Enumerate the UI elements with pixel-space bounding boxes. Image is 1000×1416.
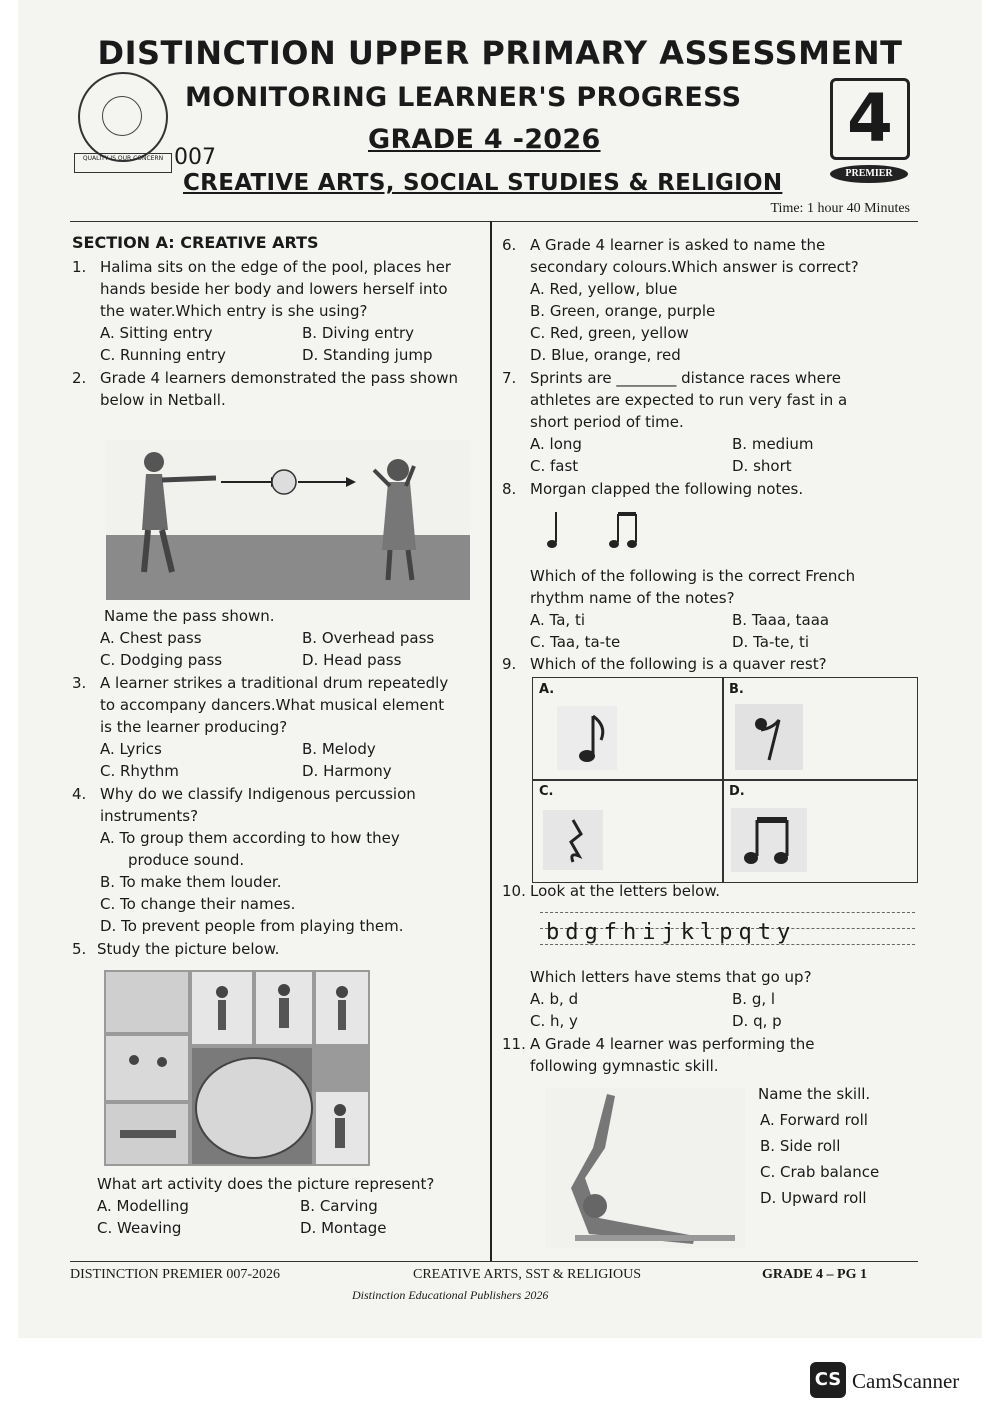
beamed-quavers-icon [731,808,807,872]
q3-option-c[interactable]: C. Rhythm [100,762,179,780]
q6-number: 6. [502,236,517,254]
q10-option-c[interactable]: C. h, y [530,1012,578,1030]
logo-ribbon: QUALITY IS OUR CONCERN [74,153,172,173]
q5-option-b[interactable]: B. Carving [300,1197,378,1215]
q9-cell-c[interactable] [532,779,724,883]
q6-text-line: secondary colours.Which answer is correct? [530,258,859,276]
netball-pass-image [106,440,470,600]
logo-emblem [102,96,142,136]
q7-text-line: short period of time. [530,413,684,431]
q4-option-c[interactable]: C. To change their names. [100,895,296,913]
q9-cell-d[interactable] [722,779,918,883]
time-allowed: Time: 1 hour 40 Minutes [770,201,910,216]
q9-cell-b[interactable] [722,677,918,781]
q2-option-d[interactable]: D. Head pass [302,651,402,669]
q9-cell-a[interactable] [532,677,724,781]
q3-option-a[interactable]: A. Lyrics [100,740,162,758]
quaver-rest-icon [735,704,803,770]
q8-option-c[interactable]: C. Taa, ta-te [530,633,621,651]
q1-text-line: hands beside her body and lowers herself into [100,280,448,298]
letters-row: bdgfhijklpqty [546,920,797,945]
grade-badge: 4 [830,78,910,160]
paper-code: 007 [174,145,216,170]
q7-option-c[interactable]: C. fast [530,457,579,475]
eighth-note-icon [557,706,617,770]
q1-text-line: the water.Which entry is she using? [100,302,368,320]
q2-option-a[interactable]: A. Chest pass [100,629,202,647]
q8-option-d[interactable]: D. Ta-te, ti [732,633,810,651]
q8-text: Morgan clapped the following notes. [530,480,804,498]
q10-prompt: Which letters have stems that go up? [530,968,812,986]
q2-option-c[interactable]: C. Dodging pass [100,651,223,669]
q9-text: Which of the following is a quaver rest? [530,655,827,673]
q6-option-a[interactable]: A. Red, yellow, blue [530,280,678,298]
q5-option-d[interactable]: D. Montage [300,1219,387,1237]
column-divider [490,221,492,1261]
q1-option-d[interactable]: D. Standing jump [302,346,433,364]
q5-option-a[interactable]: A. Modelling [97,1197,189,1215]
q5-prompt: What art activity does the picture represent? [97,1175,435,1193]
q2-number: 2. [72,369,87,387]
publisher-line: Distinction Educational Publishers 2026 [352,1288,549,1302]
q4-option-d[interactable]: D. To prevent people from playing them. [100,917,404,935]
q9-cell-label: C. [539,784,554,799]
q1-number: 1. [72,258,87,276]
q1-option-a[interactable]: A. Sitting entry [100,324,213,342]
q8-prompt-line: rhythm name of the notes? [530,589,735,607]
q6-option-c[interactable]: C. Red, green, yellow [530,324,689,342]
footer-center: CREATIVE ARTS, SST & RELIGIOUS [413,1267,641,1282]
q8-prompt-line: Which of the following is the correct French [530,567,856,585]
q8-number: 8. [502,480,517,498]
q4-text-line: Why do we classify Indigenous percussion [100,785,416,803]
q11-number: 11. [502,1035,526,1053]
q5-text: Study the picture below. [97,940,280,958]
q7-text-line: athletes are expected to run very fast in a [530,391,848,409]
q10-number: 10. [502,882,526,900]
q11-text-line: A Grade 4 learner was performing the [530,1035,815,1053]
q10-text: Look at the letters below. [530,882,721,900]
q9-cell-label: D. [729,784,745,799]
gymnastics-image [545,1088,745,1248]
q11-option-b[interactable]: B. Side roll [760,1137,841,1155]
q1-option-b[interactable]: B. Diving entry [302,324,415,342]
assessment-title: DISTINCTION UPPER PRIMARY ASSESSMENT [97,34,903,72]
footer-left: DISTINCTION PREMIER 007-2026 [70,1267,280,1282]
q8-option-a[interactable]: A. Ta, ti [530,611,585,629]
grade-year: GRADE 4 -2026 [368,124,601,155]
q7-option-b[interactable]: B. medium [732,435,814,453]
q4-number: 4. [72,785,87,803]
q4-option-b[interactable]: B. To make them louder. [100,873,282,891]
q2-text-line: Grade 4 learners demonstrated the pass shown [100,369,459,387]
q6-option-d[interactable]: D. Blue, orange, red [530,346,681,364]
q5-number: 5. [72,940,87,958]
q3-text-line: A learner strikes a traditional drum repeatedly [100,674,449,692]
q4-option-a-cont[interactable]: produce sound. [128,851,245,869]
q3-option-d[interactable]: D. Harmony [302,762,392,780]
subject-title: CREATIVE ARTS, SOCIAL STUDIES & RELIGION [183,170,783,196]
q3-text-line: is the learner producing? [100,718,288,736]
q7-number: 7. [502,369,517,387]
camscanner-label: CamScanner [852,1369,960,1393]
q8-option-b[interactable]: B. Taaa, taaa [732,611,830,629]
q3-option-b[interactable]: B. Melody [302,740,376,758]
q2-text-line: below in Netball. [100,391,226,409]
q11-option-c[interactable]: C. Crab balance [760,1163,880,1181]
q3-number: 3. [72,674,87,692]
q1-text-line: Halima sits on the edge of the pool, places her [100,258,451,276]
q11-option-a[interactable]: A. Forward roll [760,1111,868,1129]
q2-prompt: Name the pass shown. [104,607,275,625]
q11-text-line: following gymnastic skill. [530,1057,719,1075]
q7-text-line: Sprints are ________ distance races where [530,369,841,387]
q3-text-line: to accompany dancers.What musical element [100,696,445,714]
footer-right: GRADE 4 – PG 1 [762,1267,867,1282]
q1-option-c[interactable]: C. Running entry [100,346,226,364]
rhythm-notes-image [540,508,650,554]
q10-option-d[interactable]: D. q, p [732,1012,782,1030]
q5-option-c[interactable]: C. Weaving [97,1219,182,1237]
q2-option-b[interactable]: B. Overhead pass [302,629,435,647]
header-divider [70,221,918,222]
q7-option-d[interactable]: D. short [732,457,792,475]
collage-image [104,970,370,1166]
q4-text-line: instruments? [100,807,199,825]
q11-prompt: Name the skill. [758,1085,871,1103]
q10-option-b[interactable]: B. g, l [732,990,776,1008]
footer-divider [70,1261,918,1262]
section-heading: SECTION A: CREATIVE ARTS [72,233,319,252]
handwriting-line [540,912,915,913]
q6-text-line: A Grade 4 learner is asked to name the [530,236,826,254]
q7-option-a[interactable]: A. long [530,435,582,453]
crotchet-rest-icon [543,810,603,870]
assessment-subtitle: MONITORING LEARNER'S PROGRESS [185,82,742,113]
premier-badge: PREMIER [830,165,908,183]
q9-number: 9. [502,655,517,673]
camscanner-logo-icon: CS [810,1362,846,1398]
q11-option-d[interactable]: D. Upward roll [760,1189,867,1207]
q9-cell-label: B. [729,682,744,697]
q10-option-a[interactable]: A. b, d [530,990,579,1008]
q4-option-a[interactable]: A. To group them according to how they [100,829,400,847]
q6-option-b[interactable]: B. Green, orange, purple [530,302,716,320]
q9-cell-label: A. [539,682,555,697]
